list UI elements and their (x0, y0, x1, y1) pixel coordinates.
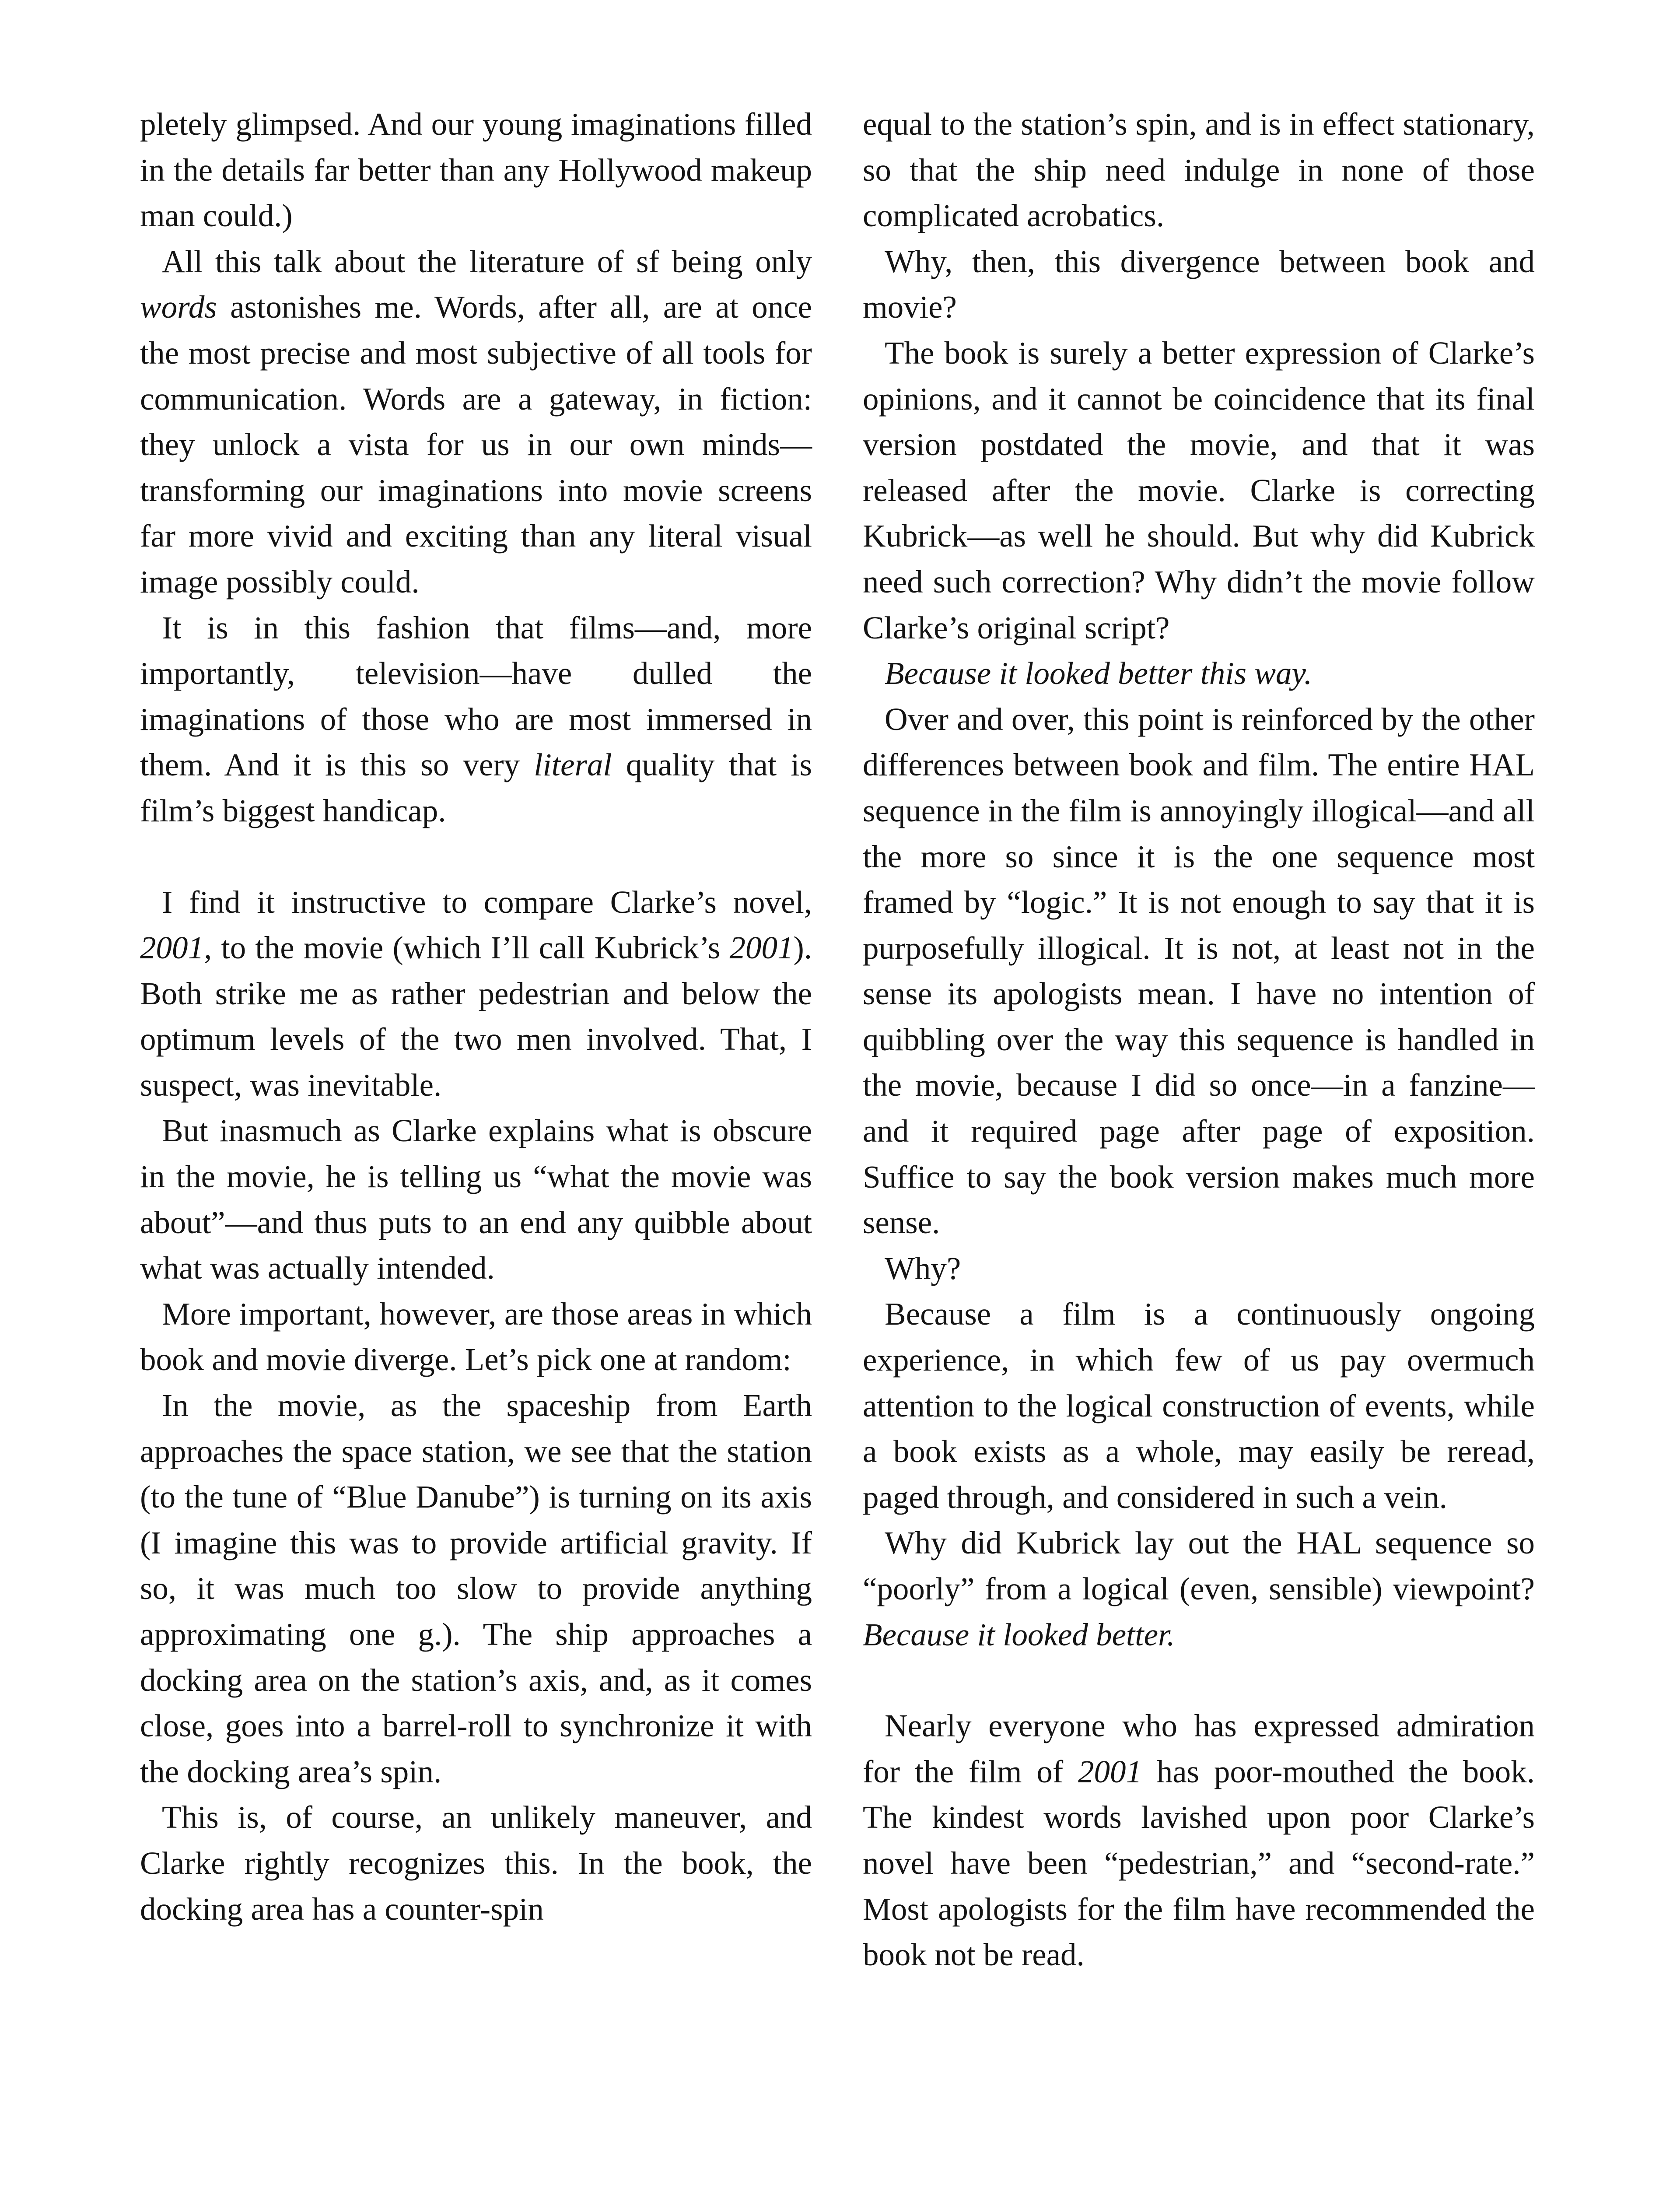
paragraph (140, 1383, 812, 1795)
paragraph-text: More important, however, are those areas in which book and movie diverge. Let’s pick one at random: (140, 1296, 812, 1378)
emphasis-text: words (140, 289, 217, 325)
paragraph-text: The book is surely a better expression of Clarke’s opinions, and it cannot be coincidence that its final version postdated the movie, and that it was released after the movie. Clarke is correcting Kubrick—as well he should. But why did Kubrick need such correction? Why didn’t the movie follow Clarke’s original script? (863, 335, 1535, 645)
paragraph-text: to the movie (which I’ll call Kubrick’s (212, 930, 730, 966)
paragraph (863, 239, 1535, 330)
paragraph-text: All this talk about the literature of sf being only (162, 243, 812, 279)
paragraph-text: Over and over, this point is reinforced by the other differences between book and film. The entire HAL sequence in the film is annoyingly illogical—and all the more so since it is the one sequence most framed by “logic.” It is not enough to say that it is purposefully illogical. It is not, at least not in the sense its apologists mean. I have no intention of quibbling over the way this sequence is handled in the movie, because I did so once—in a fanzine—and it required page after page of exposition. Suffice to say the book version makes much more sense. (863, 701, 1535, 1241)
paragraph-text: In the movie, as the spaceship from Earth approaches the space station, we see that the station (to the tune of “Blue Danube”) is turning on its axis (I imagine this was to provide artificial gravity. If so, it was much too slow to provide anything approximating one g.). The ship approaches a docking area on the station’s axis, and, as it comes close, goes into a barrel-roll to synchronize it with the docking area’s spin. (140, 1388, 812, 1789)
paragraph (140, 880, 812, 1108)
section-break (863, 1658, 1535, 1703)
paragraph-text: has poor-mouthed the book. The kindest words lavished upon poor Clarke’s novel have been “pedestrian,” and “second-rate.” Most apologists for the film have recommended the book not be read. (863, 1753, 1535, 1973)
paragraph (863, 1246, 1535, 1292)
emphasis-text: 2001 (1078, 1753, 1142, 1789)
paragraph (140, 1108, 812, 1291)
paragraph-text: I find it instructive to compare Clarke’s novel, (162, 884, 812, 920)
paragraph (140, 1795, 812, 1932)
paragraph-text: It is in this fashion that films—and, more importantly, television—have dulled the imaginations of those who are most immersed in them. And it is this so very (140, 610, 812, 783)
paragraph-text: Because a film is a continuously ongoing experience, in which few of us pay overmuch attention to the logical construction of events, while a book exists as a whole, may easily be reread, paged through, and considered in such a vein. (863, 1296, 1535, 1515)
paragraph (863, 697, 1535, 1246)
paragraph-text: equal to the station’s spin, and is in effect stationary, so that the ship need indulge in none of those complicated acrobatics. (863, 106, 1535, 234)
paragraph (140, 605, 812, 834)
paragraph-text: quality that is film’s biggest handicap. (140, 747, 812, 828)
paragraph (140, 102, 812, 239)
section-break (140, 834, 812, 880)
paragraph (863, 651, 1535, 697)
paragraph (863, 1703, 1535, 1978)
emphasis-text: 2001 (729, 930, 794, 966)
emphasis-text: Because it looked better this way. (885, 656, 1312, 691)
paragraph-text: This is, of course, an unlikely maneuver, and Clarke rightly recognizes this. In the book, the docking area has a counter-spin (140, 1799, 812, 1927)
emphasis-text: 2001, (140, 930, 212, 966)
paragraph (863, 102, 1535, 239)
paragraph (863, 1520, 1535, 1658)
emphasis-text: literal (534, 747, 612, 783)
paragraph-text: But inasmuch as Clarke explains what is obscure in the movie, he is telling us “what the movie was about”—and thus puts to an end any quibble about what was actually intended. (140, 1113, 812, 1286)
paragraph-text: pletely glimpsed. And our young imaginations filled in the details far better than any Hollywood makeup man could.) (140, 106, 812, 234)
right-column (863, 102, 1535, 1978)
paragraph-text: Why, then, this divergence between book and movie? (863, 243, 1535, 325)
paragraph (140, 1291, 812, 1383)
left-column (140, 102, 812, 1932)
paragraph (863, 330, 1535, 651)
paragraph-text: Why did Kubrick lay out the HAL sequence so “poorly” from a logical (even, sensible) viewpoint? (863, 1525, 1535, 1606)
paragraph-text: ). Both strike me as rather pedestrian and below the optimum levels of the two men involved. That, I suspect, was inevitable. (140, 930, 812, 1103)
emphasis-text: Because it looked better. (863, 1616, 1175, 1652)
paragraph-text: Nearly everyone who has expressed admiration for the film of (863, 1708, 1535, 1789)
paragraph (140, 239, 812, 605)
paragraph-text: Why? (885, 1250, 961, 1286)
paragraph (863, 1291, 1535, 1520)
paragraph-text: astonishes me. Words, after all, are at once the most precise and most subjective of all tools for communication. Words are a gateway, in fiction: they unlock a vista for us in our own minds—transforming our imaginations into movie screens far more vivid and exciting than any literal visual image possibly could. (140, 289, 812, 600)
